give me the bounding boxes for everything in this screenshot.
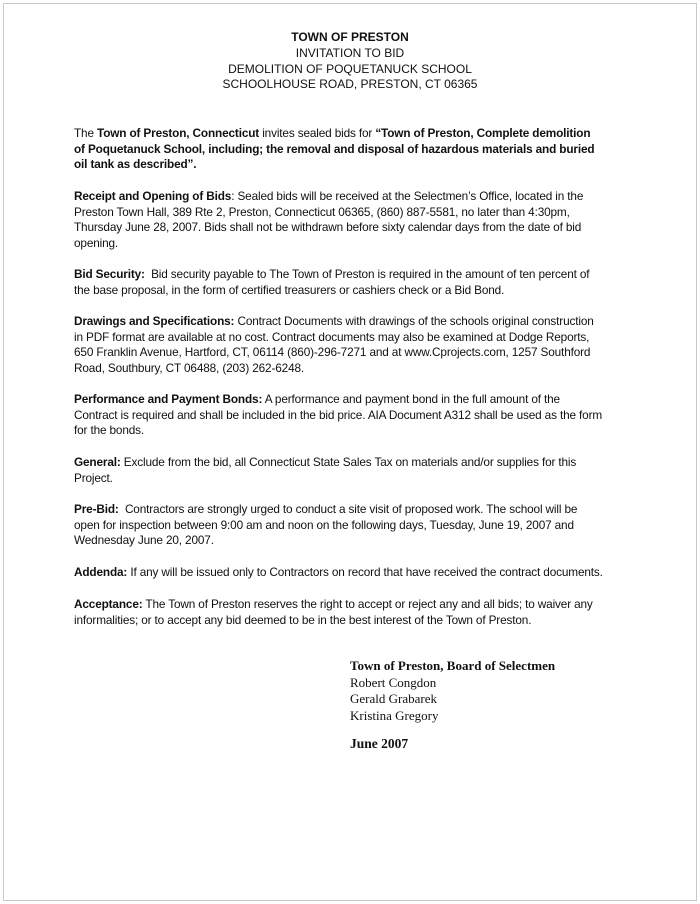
intro-project: “Town of Preston, Complete demolition of Poquetanuck School, including; the removal and disposal of hazardous materials and buried oil tank as described”.	[74, 126, 595, 172]
bonds-heading: Performance and Payment Bonds:	[74, 392, 263, 406]
addenda-heading: Addenda:	[74, 565, 128, 579]
intro-text-2: invites sealed bids for	[259, 126, 376, 140]
intro-paragraph	[74, 126, 604, 173]
header-project: DEMOLITION OF POQUETANUCK SCHOOL	[228, 61, 472, 76]
drawings-heading: Drawings and Specifications:	[74, 314, 235, 328]
receipt-body: : Sealed bids will be received at the Selectmen’s Office, located in the Preston Town Hall, 389 Rte 2, Preston, Connecticut 06365, (860) 887-5581, no later than 4:30pm, Thursday June 28, 2007. Bids shall not be withdrawn before sixty calendar days from the date of bid opening.	[74, 189, 584, 250]
addenda-section	[74, 565, 604, 581]
general-section	[74, 455, 604, 486]
signature-name: Gerald Grabarek	[350, 691, 437, 706]
security-section	[74, 267, 604, 298]
header-subtitle: INVITATION TO BID	[295, 45, 405, 60]
intro-text-1: The	[74, 126, 98, 140]
signature-name: Kristina Gregory	[350, 707, 439, 723]
security-body: Bid security payable to The Town of Preston is required in the amount of ten percent of the base proposal, in the form of certified treasurers or cashiers check or a Bid Bond.	[74, 267, 593, 297]
bonds-body: A performance and payment bond in the full amount of the Contract is required and shall be included in the bid price. AIA Document A312 shall be used as the form for the bonds.	[74, 392, 603, 438]
acceptance-body: The Town of Preston reserves the right to accept or reject any and all bids; to waiver any informalities; or to accept any bid deemed to be in the best interest of the Town of Preston.	[74, 597, 593, 627]
header-title: TOWN OF PRESTON	[291, 30, 409, 44]
general-heading: General:	[74, 455, 121, 469]
acceptance-section	[74, 597, 604, 628]
receipt-section	[74, 189, 604, 251]
document-header	[0, 30, 700, 93]
intro-town: Town of Preston, Connecticut	[97, 126, 260, 140]
drawings-body: Contract Documents with drawings of the schools original construction in PDF format are available at no cost. Contract documents may also be examined at Dodge Reports, 650 Franklin Avenue, Hartford, CT, 06114 (860)-296-7271 and at www.Cprojects.com, 1257 Southford Road, Southbury, CT 06488, (203) 262-6248.	[74, 314, 594, 375]
general-body: Exclude from the bid, all Connecticut State Sales Tax on materials and/or supplies for this Project.	[74, 455, 577, 485]
document-date: June 2007	[350, 736, 409, 751]
addenda-body: If any will be issued only to Contractors on record that have received the contract documents.	[127, 565, 603, 579]
prebid-heading: Pre-Bid:	[74, 502, 119, 516]
prebid-body: Contractors are strongly urged to conduct a site visit of proposed work. The school will be open for inspection between 9:00 am and noon on the following days, Tuesday, June 19, 2007 and Wednesday June 20, 2007.	[74, 502, 581, 548]
prebid-section	[74, 502, 604, 549]
receipt-heading: Receipt and Opening of Bids	[74, 189, 232, 203]
acceptance-heading: Acceptance:	[74, 597, 143, 611]
header-address: SCHOOLHOUSE ROAD, PRESTON, CT 06365	[222, 77, 478, 92]
drawings-section	[74, 314, 604, 376]
signature-name: Robert Congdon	[350, 674, 437, 690]
security-heading: Bid Security:	[74, 267, 145, 281]
signature-block	[350, 658, 650, 724]
signature-org: Town of Preston, Board of Selectmen	[350, 658, 556, 673]
bonds-section	[74, 392, 604, 439]
